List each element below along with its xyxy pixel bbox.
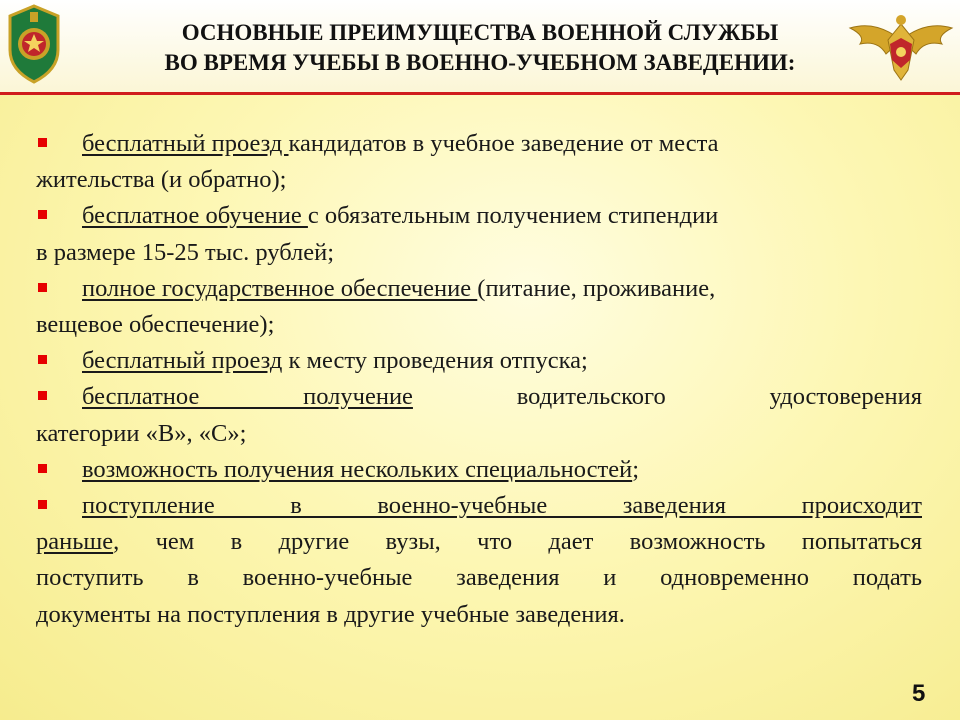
bullet-icon <box>38 355 47 364</box>
page-title <box>90 18 870 78</box>
bullet-icon <box>38 464 47 473</box>
list-item: бесплатный проезд к месту проведения отпуска; <box>36 343 922 379</box>
title-line-2: ВО ВРЕМЯ УЧЕБЫ В ВОЕННО-УЧЕБНОМ ЗАВЕДЕНИИ: <box>164 50 796 75</box>
list-item: полное государственное обеспечение (питание, проживание, вещевое обеспечение); <box>36 274 716 339</box>
bullet-icon <box>38 138 47 147</box>
bullet-icon <box>38 210 47 219</box>
bullet-icon <box>38 391 47 400</box>
slide-header <box>0 0 960 92</box>
list-item: бесплатное обучение с обязательным получением стипендии в размере 15-25 тыс. рублей; <box>36 202 719 266</box>
military-crest-emblem <box>6 4 62 84</box>
header-divider <box>0 92 960 95</box>
bullet-icon <box>38 283 47 292</box>
title-line-1: ОСНОВНЫЕ ПРЕИМУЩЕСТВА ВОЕННОЙ СЛУЖБЫ <box>181 20 779 45</box>
list-item: поступление в военно-учебные заведения происходит раньше, чем в другие вузы, что дает возможность попытаться поступить в военно-учебные заведения и одновременно подать документы на поступления в другие учебные заведения. <box>36 492 922 628</box>
benefits-list <box>36 126 922 633</box>
list-item: возможность получения нескольких специальностей; <box>36 452 922 488</box>
list-item: бесплатный проезд кандидатов в учебное заведение от места жительства (и обратно); <box>36 130 719 194</box>
list-item: бесплатное получение водительского удостоверения категории «В», «С»; <box>36 383 922 447</box>
page-number: 5 <box>912 680 926 707</box>
eagle-emblem <box>846 10 956 84</box>
bullet-icon <box>38 500 47 509</box>
